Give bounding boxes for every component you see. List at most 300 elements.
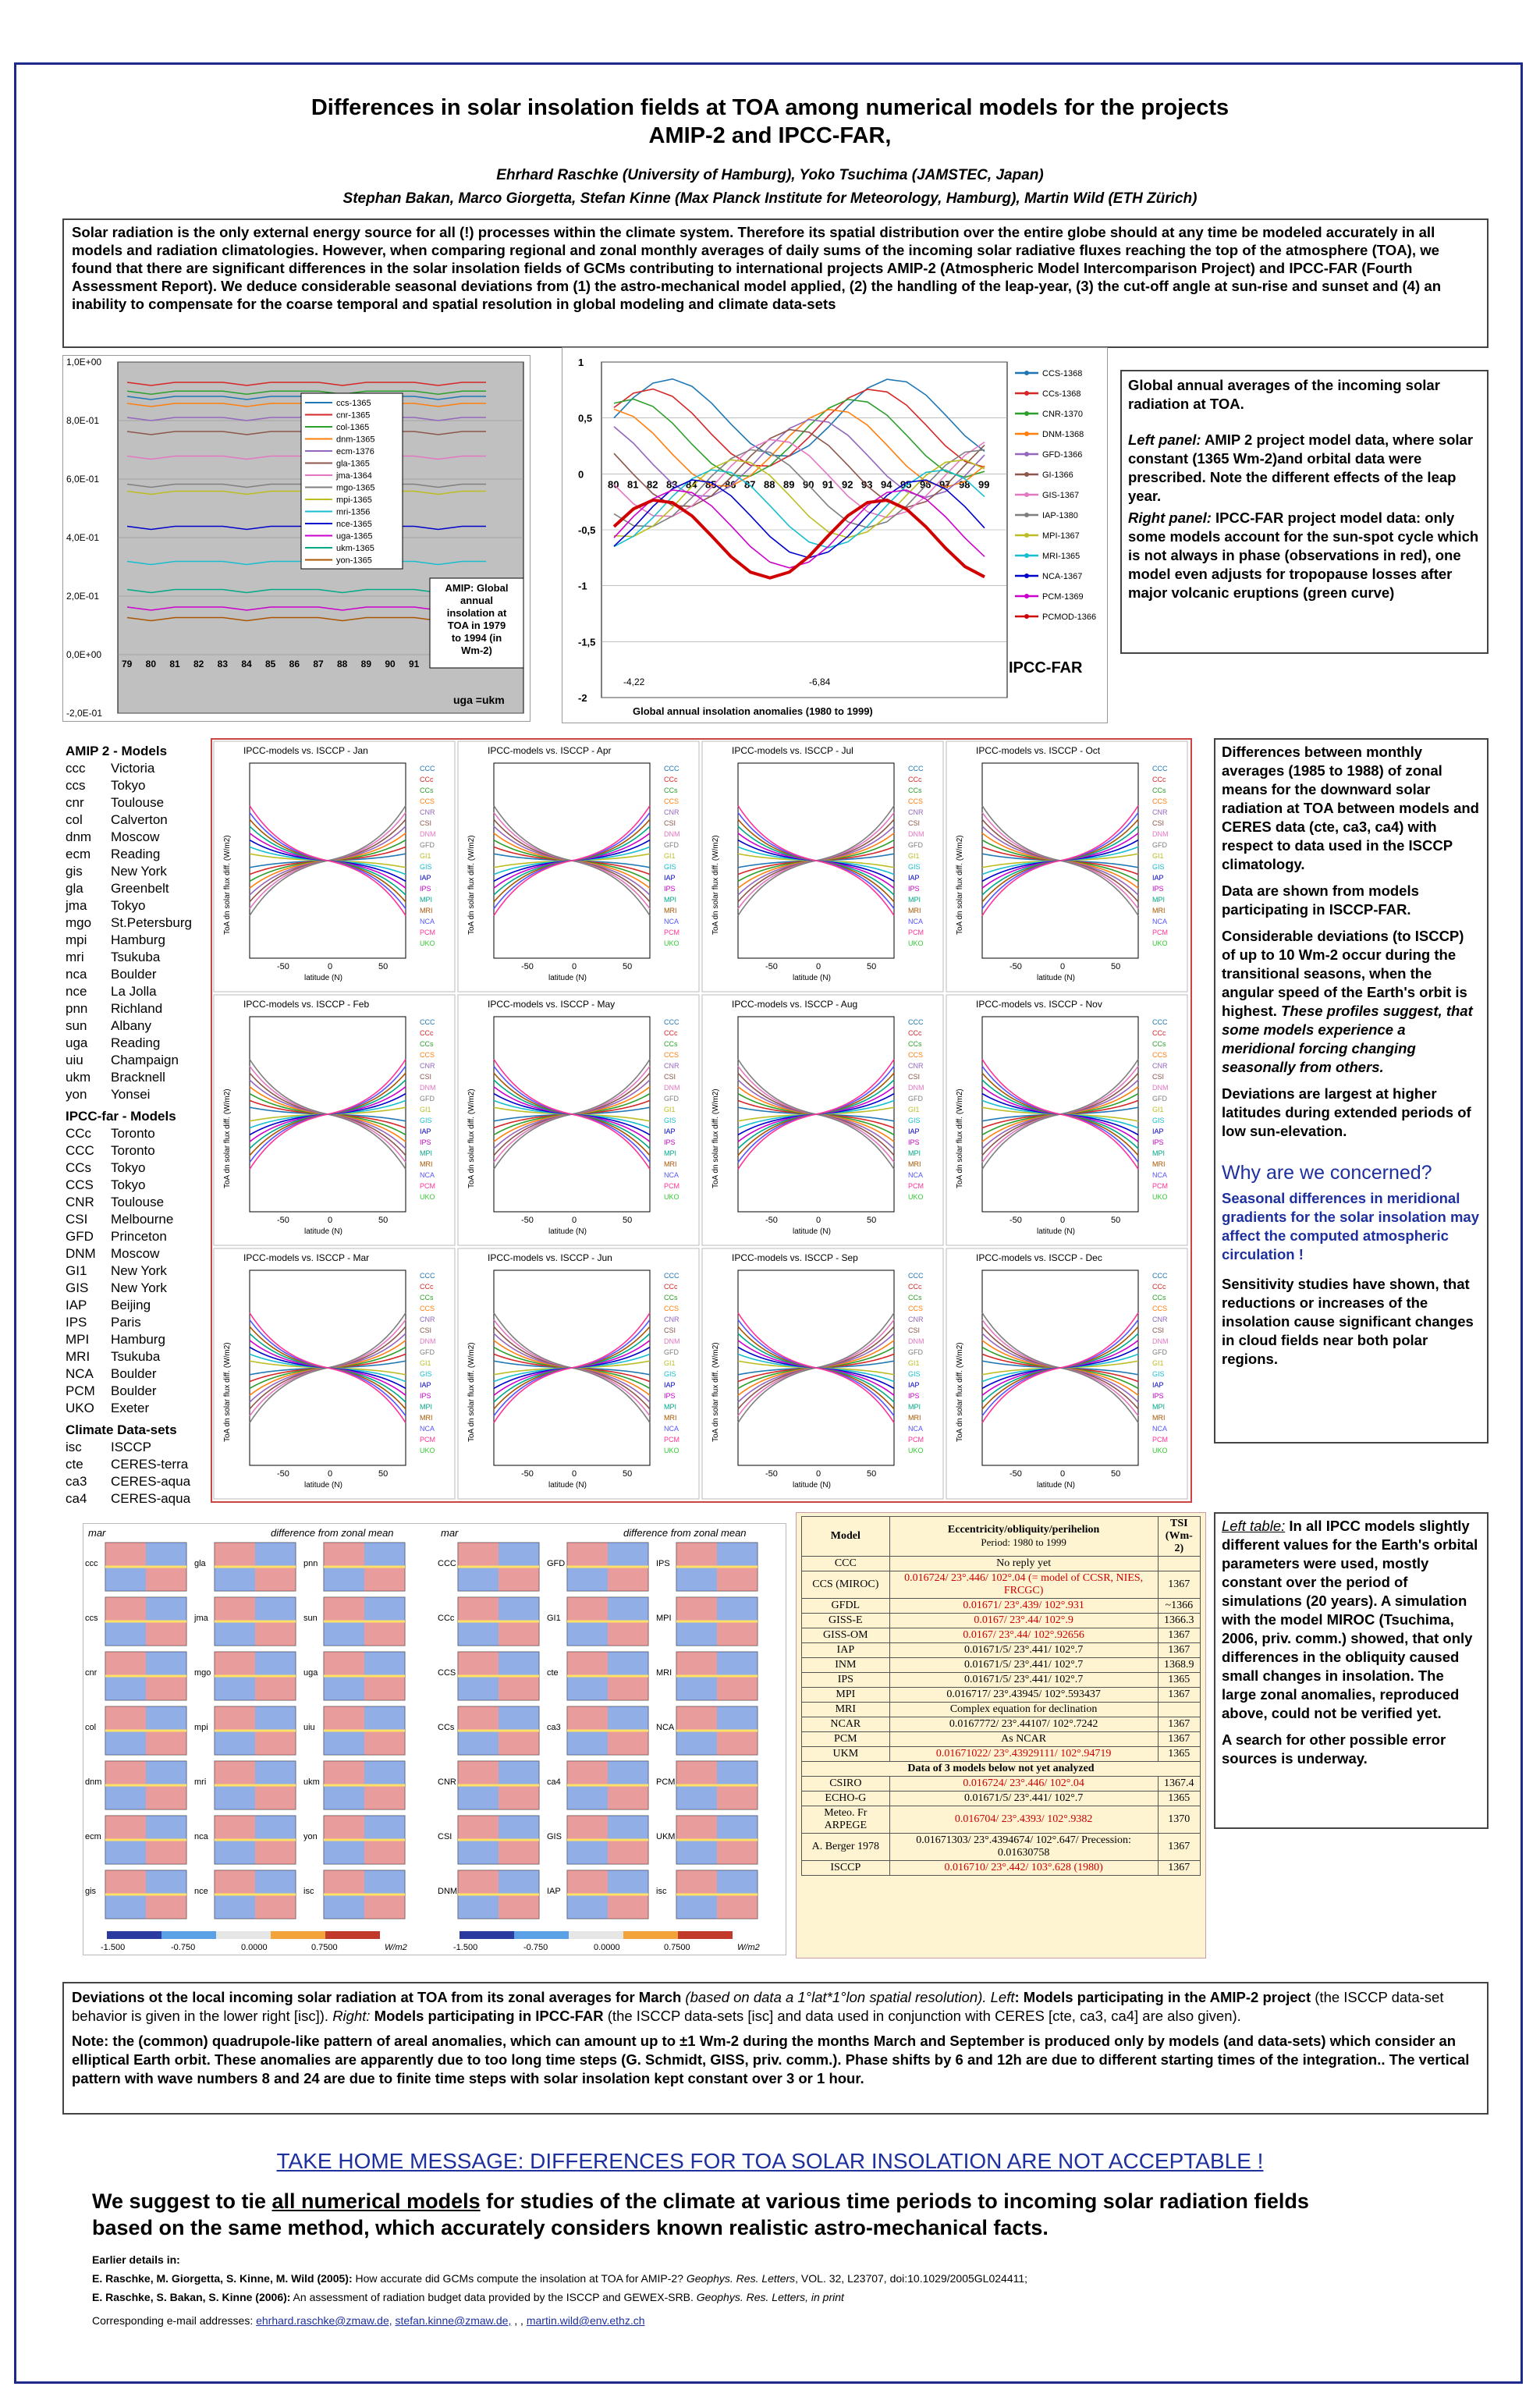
monthly-legend-label: CCS [1152,1051,1168,1059]
orbit-table-row [802,1792,1201,1806]
amip-xtick-label: 79 [122,659,133,669]
amip-model-row [66,932,206,949]
orbit-tsi-cell: 1367 [1158,1628,1200,1643]
map-tile-quadrant [458,1840,499,1864]
map-tile-quadrant [717,1785,758,1809]
monthly-legend-label: CCc [664,1283,678,1291]
ipcc-xtick-label: 94 [881,478,892,491]
monthly-legend-label: GFD [664,1095,679,1103]
orbit-table-row [802,1599,1201,1614]
monthly-xtick-label: -50 [1010,1216,1022,1225]
map-colorbar-segment [514,1931,569,1939]
amip-model-city: Bracknell [111,1070,165,1085]
monthly-panel-title: IPCC-models vs. ISCCP - Nov [976,999,1102,1010]
monthly-legend-label: MRI [1152,907,1166,914]
climate-dataset-code: ca4 [66,1491,87,1506]
ipcc-model-city: Beijing [111,1298,151,1312]
monthly-legend-label: CSI [1152,819,1165,827]
monthly-legend-label: CCs [908,1040,922,1048]
monthly-legend-label: CCc [1152,1029,1166,1037]
email-separator: , , [514,2314,523,2327]
map-tile-quadrant [324,1761,364,1785]
monthly-legend-label: GIS [1152,1117,1165,1124]
orbit-model-cell: GISS-OM [802,1628,890,1643]
map-tile-quadrant [567,1840,608,1864]
monthly-legend-label: NCA [1152,918,1168,925]
monthly-legend-label: CCC [908,765,924,772]
map-tile-quadrant [717,1731,758,1755]
map-tile-quadrant [567,1706,608,1731]
orbit-table-row [802,1628,1201,1643]
monthly-ylabel: ToA dn solar flux diff. (W/m2) [467,1342,476,1442]
map-tile-quadrant [717,1761,758,1785]
monthly-xtick-label: 50 [867,962,877,971]
monthly-ylabel: ToA dn solar flux diff. (W/m2) [223,835,232,935]
map-model-label: CSI [438,1832,452,1841]
monthly-legend-label: CCS [420,1305,435,1312]
anomaly-maps [83,1523,786,1955]
ref2-authors: E. Raschke, S. Bakan, S. Kinne (2006): [92,2291,291,2303]
monthly-xtick-label: -50 [765,1469,778,1479]
ipcc-xtick-label: 86 [725,478,736,491]
monthly-panel [702,741,943,992]
map-tile-quadrant [499,1706,539,1731]
amip-model-row [66,1069,206,1086]
orbit-tsi-cell: 1367 [1158,1643,1200,1658]
monthly-xtick-label: 50 [867,1469,877,1479]
orbit-table-row [802,1703,1201,1717]
monthly-legend-label: CSI [1152,1073,1165,1081]
ipcc-ytick-label: -0,5 [578,524,596,536]
monthly-xtick-label: 0 [572,1469,577,1479]
amip-model-row [66,914,206,932]
amip-model-city: Reading [111,847,161,861]
map-model-label: IPS [656,1559,670,1568]
map-tile-quadrant [608,1816,648,1840]
map-tile-quadrant [215,1785,255,1809]
monthly-legend-label: GIS [664,863,676,871]
map-tile-quadrant [255,1621,296,1646]
amip-legend-label: mpi-1365 [336,495,372,505]
amip-model-row [66,1035,206,1052]
map-tile-quadrant [255,1761,296,1785]
amip-model-code: mri [66,950,84,964]
map-tile-quadrant [324,1621,364,1646]
map-tile [458,1597,539,1646]
monthly-legend-label: MPI [420,1403,433,1411]
map-tile-quadrant [567,1870,608,1895]
ipcc-legend-label: MRI-1365 [1042,552,1080,561]
map-colorbar-label: 0.0000 [594,1943,620,1952]
orbit-model-cell: A. Berger 1978 [802,1834,890,1861]
map-tile-quadrant [458,1567,499,1591]
monthly-xtick-label: -50 [521,1216,534,1225]
map-tile-quadrant [324,1785,364,1809]
ipcc-xtick-label: 91 [822,478,834,491]
amip-model-code: gis [66,864,83,879]
amip-ytick-label: 4,0E-01 [66,532,100,543]
map-tile [324,1870,405,1919]
monthly-legend-label: PCM [664,1436,680,1444]
map-tile-quadrant [717,1621,758,1646]
amip-model-row [66,966,206,983]
orbit-tsi-cell: 1367 [1158,1861,1200,1876]
map-tile-quadrant [499,1870,539,1895]
ipcc-model-code: DNM [66,1246,96,1261]
ipcc-model-code: GFD [66,1229,94,1244]
map-tile-quadrant [324,1543,364,1567]
amip-xtick-label: 83 [217,659,229,669]
map-tile-quadrant [458,1706,499,1731]
ipcc-model-city: Toulouse [111,1195,165,1209]
monthly-legend-label: IPS [908,885,920,893]
amip-legend [301,393,403,569]
amip-model-row [66,1052,206,1069]
map-tile [324,1816,405,1864]
ipcc-xtick-label: 85 [705,478,717,491]
ipcc-legend-label: GIS-1367 [1042,491,1080,500]
monthly-legend-label: MRI [908,1414,921,1422]
ipcc-global-chart [562,347,1108,723]
monthly-xlabel: latitude (N) [1037,1227,1075,1236]
monthly-legend-label: UKO [664,1447,680,1454]
ipcc-legend-marker [1024,391,1029,396]
monthly-legend-label: UKO [420,939,435,947]
ipcc-legend-marker [1024,411,1029,416]
monthly-legend-label: CSI [1152,1326,1165,1334]
monthly-panel [458,741,699,992]
ipcc-model-row [66,1125,206,1142]
orbit-params-cell: 0.0167/ 23°.44/ 102°.92656 [889,1628,1158,1643]
orbit-tsi-cell: 1368.9 [1158,1658,1200,1673]
orbit-model-cell: MPI [802,1688,890,1703]
map-tile [324,1597,405,1646]
monthly-legend-label: NCA [1152,1171,1168,1179]
monthly-legend-label: GIS [420,1117,432,1124]
amip-note: uga =ukm [453,694,505,706]
ipcc-xtick-label: 88 [764,478,775,491]
monthly-legend-label: CCs [420,1294,434,1301]
monthly-legend-label: MRI [420,907,433,914]
map-tile-quadrant [105,1785,146,1809]
email-link-2[interactable]: stefan.kinne@zmaw.de, [395,2314,512,2327]
map-tile-quadrant [499,1543,539,1567]
map-colorbar-segment [325,1931,380,1939]
map-tile-quadrant [608,1597,648,1621]
map-tile [105,1706,186,1755]
right-panel-text: IPCC-FAR project model data: only some models account for the sun-spot cycle which is not always in phase (observations in red), one model even adjusts for tropopause losses after major volcanic eruptions (green curve) [1128,510,1479,601]
monthly-legend-label: CSI [664,819,676,827]
amip-xtick-label: 90 [385,659,396,669]
orbit-table-row [802,1557,1201,1571]
ipcc-model-row [66,1211,206,1228]
amip-xtick-label: 84 [241,659,252,669]
orbit-tsi-cell: 1366.3 [1158,1614,1200,1628]
map-tile-quadrant [215,1652,255,1676]
map-tile [676,1706,758,1755]
monthly-xlabel: latitude (N) [793,974,831,982]
map-tile-quadrant [324,1597,364,1621]
climate-dataset-code: cte [66,1457,83,1472]
monthly-panel [946,741,1187,992]
map-tile [676,1761,758,1809]
monthly-xtick-label: 0 [1060,962,1066,971]
monthly-legend-label: CSI [908,819,921,827]
amip-model-code: nce [66,984,87,999]
map-tile-quadrant [146,1870,186,1895]
monthly-xtick-label: -50 [765,962,778,971]
amip-model-row [66,777,206,794]
monthly-legend-label: GI1 [664,852,676,860]
monthly-legend-label: DNM [420,1337,436,1345]
ipcc-model-city: Toronto [111,1143,155,1158]
monthly-panel [458,995,699,1245]
climate-dataset-city: CERES-aqua [111,1474,191,1489]
map-tile-quadrant [608,1870,648,1895]
orbit-params-cell: 0.01671/5/ 23°.441/ 102°.7 [889,1658,1158,1673]
monthly-legend-label: CCc [908,1283,922,1291]
map-tile-quadrant [608,1652,648,1676]
map-tile-quadrant [105,1761,146,1785]
map-model-label: CCc [438,1614,455,1623]
ipcc-ytick-label: -1,5 [578,636,596,648]
map-tile-quadrant [215,1706,255,1731]
map-tile-quadrant [255,1706,296,1731]
map-tile-quadrant [676,1543,717,1567]
amip-model-row [66,794,206,811]
map-tile-quadrant [215,1731,255,1755]
monthly-panel-title: IPCC-models vs. ISCCP - Jan [243,745,368,756]
map-model-label: dnm [85,1777,102,1787]
map-tile-quadrant [567,1731,608,1755]
monthly-panel-title: IPCC-models vs. ISCCP - Apr [488,745,612,756]
map-tile-quadrant [364,1676,405,1700]
map-tile [215,1870,296,1919]
orbit-model-cell: CSIRO [802,1777,890,1792]
monthly-legend-label: GIS [664,1370,676,1378]
monthly-legend-label: PCM [908,1182,924,1190]
map-tile-quadrant [364,1567,405,1591]
map-tile-quadrant [608,1761,648,1785]
monthly-legend-label: MRI [664,1160,677,1168]
monthly-legend-label: CCC [420,765,435,772]
orbit-model-cell: GFDL [802,1599,890,1614]
ipcc-model-row [66,1194,206,1211]
ipcc-model-code: CNR [66,1195,94,1209]
map-model-label: yon [303,1832,318,1841]
ipcc-legend-marker [1024,371,1029,375]
orbit-table-row [802,1806,1201,1834]
map-tile-quadrant [676,1870,717,1895]
monthly-legend-label: PCM [420,929,435,936]
monthly-legend-label: GIS [1152,1370,1165,1378]
amip-model-row [66,760,206,777]
monthly-legend-label: IAP [664,1127,676,1135]
ipcc-model-city: Melbourne [111,1212,174,1227]
map-tile [458,1816,539,1864]
monthly-legend-label: DNM [1152,1337,1169,1345]
monthly-legend-label: CCc [664,776,678,783]
ipcc-xtick-label: 97 [939,478,951,491]
amip-ytick-label: 1,0E+00 [66,357,102,368]
map-model-label: IAP [547,1887,561,1896]
amip-model-row [66,1017,206,1035]
orbit-tsi-cell: 1365 [1158,1673,1200,1688]
map-tile-quadrant [717,1870,758,1895]
ipcc-xlabel: Global annual insolation anomalies (1980 to 1999) [633,705,873,717]
monthly-legend-label: CNR [908,1316,924,1323]
monthly-legend-label: GI1 [1152,1106,1164,1113]
map-tile [676,1543,758,1591]
map-tile-quadrant [146,1597,186,1621]
anomaly-maps-svg [83,1524,786,1955]
climate-dataset-code: ca3 [66,1474,87,1489]
map-tile-quadrant [499,1785,539,1809]
map-tile-quadrant [676,1621,717,1646]
monthly-legend-label: DNM [420,830,436,838]
map-model-label: mpi [194,1723,208,1732]
monthly-xlabel: latitude (N) [1037,1481,1075,1490]
map-tile-quadrant [608,1785,648,1809]
orbit-model-cell: GISS-E [802,1614,890,1628]
email-link-3[interactable]: martin.wild@env.ethz.ch [526,2314,645,2327]
map-tile-quadrant [364,1706,405,1731]
orbit-model-cell: CCS (MIROC) [802,1571,890,1599]
map-tile-quadrant [364,1731,405,1755]
map-head-label: mar [441,1527,459,1539]
climate-dataset-row [66,1456,206,1473]
monthly-xtick-label: 0 [328,962,333,971]
monthly-panel-title: IPCC-models vs. ISCCP - Mar [243,1252,370,1263]
monthly-legend-label: NCA [1152,1425,1168,1433]
map-tile-quadrant [676,1816,717,1840]
left-panel-text: AMIP 2 project model data, where solar constant (1365 Wm-2)and orbital data were prescribed. Note the different effects of the leap year. [1128,431,1474,504]
map-tile-quadrant [567,1652,608,1676]
monthly-legend-label: IAP [420,1127,431,1135]
map-model-label: CCs [438,1723,455,1732]
authors-line2: Stephan Bakan, Marco Giorgetta, Stefan Kinne (Max Planck Institute for Meteorology, Hamburg), Martin Wild (ETH Zürich) [342,190,1198,207]
map-tile [567,1597,648,1646]
map-tile-quadrant [255,1895,296,1919]
map-tile-quadrant [324,1840,364,1864]
map-tile-quadrant [458,1652,499,1676]
amip-model-city: Boulder [111,967,157,982]
dev-p1b: (based on data a 1°lat*1°lon spatial resolution). Left [685,1989,1015,2005]
map-tile-quadrant [324,1870,364,1895]
ipcc-model-code: IPS [66,1315,87,1330]
take-home-l2: based on the same method, which accurately considers known realistic astro-mechanical facts. [92,2216,1049,2239]
map-tile [215,1652,296,1700]
monthly-legend-label: CCS [420,1051,435,1059]
ipcc-model-code: MPI [66,1332,90,1347]
map-colorbar-segment [271,1931,325,1939]
ipcc-model-city: Tsukuba [111,1349,161,1364]
take-home-l1b: all numerical models [271,2189,481,2213]
email-link-1[interactable]: ehrhard.raschke@zmaw.de, [256,2314,392,2327]
map-tile-quadrant [676,1761,717,1785]
take-home-head: TAKE HOME MESSAGE: DIFFERENCES FOR TOA SOLAR INSOLATION ARE NOT ACCEPTABLE ! [276,2149,1264,2173]
monthly-legend-label: PCM [1152,1436,1168,1444]
ref2-journal: Geophys. Res. Letters, in print [696,2291,844,2303]
ipcc-model-row [66,1314,206,1331]
amip-legend-label: nce-1365 [336,520,372,529]
map-model-label: DNM [438,1887,458,1896]
map-tile-quadrant [105,1676,146,1700]
monthly-legend-label: UKO [420,1193,435,1201]
monthly-xtick-label: 50 [867,1216,877,1225]
monthly-legend-label: GI1 [420,1106,431,1113]
amip-xtick-label: 81 [169,659,180,669]
monthly-legend-label: GIS [908,1117,921,1124]
ipcc-ytick-label: 0,5 [578,412,593,424]
map-tile-quadrant [364,1597,405,1621]
map-colorbar-segment [216,1931,271,1939]
monthly-xtick-label: 50 [378,1216,389,1225]
amip-model-row [66,897,206,914]
monthly-legend-label: CNR [1152,1316,1168,1323]
monthly-legend-label: UKO [420,1447,435,1454]
map-tile-quadrant [567,1543,608,1567]
map-tile-quadrant [364,1816,405,1840]
ref1-authors: E. Raschke, M. Giorgetta, S. Kinne, M. Wild (2005): [92,2272,353,2285]
ipcc-legend-marker [1024,594,1029,598]
amip-chart-svg [63,356,530,722]
amip-model-code: yon [66,1087,87,1102]
amip-xtick-label: 82 [193,659,204,669]
monthly-legend-label: CCs [664,1294,678,1301]
ipcc-model-city: New York [111,1263,167,1278]
monthly-legend-label: CCs [420,787,434,794]
orbit-model-cell: ISCCP [802,1861,890,1876]
map-tile [567,1761,648,1809]
monthly-panels-svg [212,740,1190,1501]
orbit-model-cell: PCM [802,1732,890,1747]
global-caption-head: Global annual averages of the incoming solar radiation at TOA. [1128,377,1440,412]
map-model-label: PCM [656,1777,676,1787]
monthly-xlabel: latitude (N) [304,974,342,982]
ipcc-models-list [66,1125,206,1417]
amip-model-city: Yonsei [111,1087,151,1102]
monthly-legend-label: CCS [1152,1305,1168,1312]
climate-dataset-row [66,1473,206,1490]
map-tile-quadrant [146,1761,186,1785]
amip-model-code: sun [66,1018,87,1033]
map-model-label: nca [194,1832,208,1841]
orbit-tsi-cell: 1370 [1158,1806,1200,1834]
monthly-xtick-label: 0 [328,1469,333,1479]
ipcc-model-row [66,1383,206,1400]
monthly-legend-label: UKO [1152,1193,1168,1201]
abstract-text: Solar radiation is the only external energy source for all (!) processes within the climate system. Therefore its spatial distribution over the entire globe should at any time be modeled accurately in all models and radiation climatologies. However, when comparing regional and zonal monthly averages of daily sums of the incoming solar radiative fluxes reaching the top of the atmosphere (TOA), we found that there are significant differences in the solar insolation fields of GCMs contributing to international projects AMIP-2 (Atmospheric Model Intercomparison Project) and IPCC-FAR (Fourth Assessment Report). We deduce considerable seasonal deviations from (1) the astro-mechanical model applied, (2) the handling of the leap-year, (3) the cut-off angle at sun-rise and sunset and (4) an inability to compensate for the coarse temporal and spatial resolution in global modeling and climate data-sets [72,224,1442,312]
map-tile-quadrant [105,1816,146,1840]
monthly-legend-label: PCM [420,1182,435,1190]
monthly-ylabel: ToA dn solar flux diff. (W/m2) [956,1088,964,1188]
th-model: Model [802,1517,890,1557]
orbit-params-cell: Complex equation for declination [889,1703,1158,1717]
dev-p2: Note: the (common) quadrupole-like pattern of areal anomalies, which can amount up to ±1 Wm-2 during the months March and September is produced only by models (and data-sets) which consider an elliptical Earth orbit. These anomalies are apparently due to too long time steps (G. Schmidt, GISS, priv. comm.). Phase shifts by 6 and 12h are due to different starting times of the integration.. The vertical pattern with wave numbers 8 and 24 are due to finite time steps with solar insolation kept constant over 3 or 1 hour. [72,2033,1470,2086]
map-tile-quadrant [146,1621,186,1646]
monthly-legend-label: GIS [420,1370,432,1378]
map-model-label: cnr [85,1668,98,1678]
orbit-model-cell: CCC [802,1557,890,1571]
monthly-legend-label: PCM [1152,929,1168,936]
map-colorbar-label: -0.750 [171,1943,196,1952]
monthly-legend-label: GFD [420,1348,435,1356]
monthly-legend-label: CCc [664,1029,678,1037]
monthly-legend-label: MPI [1152,1149,1166,1157]
map-tile-quadrant [676,1895,717,1919]
ipcc-model-city: Exeter [111,1401,150,1415]
